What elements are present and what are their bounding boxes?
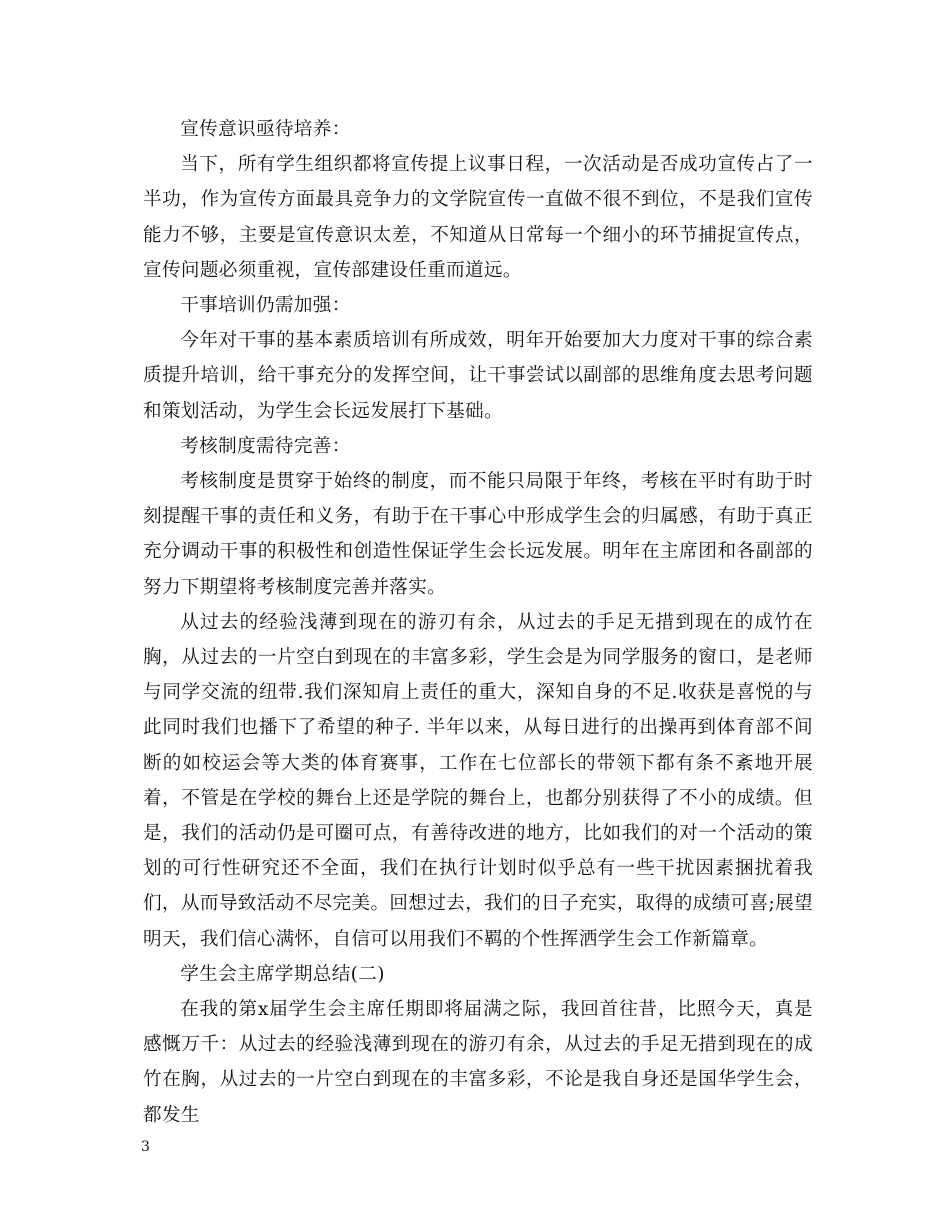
paragraph-review-outlook: 从过去的经验浅薄到现在的游刃有余，从过去的手足无措到现在的成竹在胸，从过去的一片空白到现在的丰富多彩，学生会是为同学服务的窗口，是老师与同学交流的纽带.我们深知肩上责任的重大，深知自身的不足.收获是喜悦的与此同时我们也播下了希望的种子. 半年以来，从每日进行的出操再到体育部不间断的如校运会等大类的体育赛事，工作在七位部长的带领下都有条不紊地开展着，不管是在学校的舞台上还是学院的舞台上，也都分别获得了不小的成绩。但是，我们的活动仍是可圈可点，有善待改进的地方，比如我们的对一个活动的策划的可行性研究还不全面，我们在执行计划时似乎总有一些干扰因素捆扰着我们，从而导致活动不尽完美。回想过去，我们的日子充实，取得的成绩可喜;展望明天，我们信心满怀，自信可以用我们不羁的个性挥洒学生会工作新篇章。 (143, 611, 813, 950)
heading-assessment-system: 考核制度需待完善： (180, 435, 351, 457)
paragraph-staff-training: 今年对干事的基本素质培训有所成效，明年开始要加大力度对干事的综合素质提升培训，给干事充分的发挥空间，让干事尝试以副部的思维角度去思考问题和策划活动，为学生会长远发展打下基础。 (143, 330, 813, 422)
document-body (143, 112, 813, 1133)
paragraph-assessment-system: 考核制度是贯穿于始终的制度，而不能只局限于年终，考核在平时有助于时刻提醒干事的责任和义务，有助于在干事心中形成学生会的归属感，有助于真正充分调动干事的积极性和创造性保证学生会长远发展。明年在主席团和各副部的努力下期望将考核制度完善并落实。 (143, 471, 813, 598)
heading-publicity-awareness: 宣传意识亟待培养： (180, 119, 351, 140)
page-number: 3 (141, 1139, 150, 1155)
heading-president-summary-2: 学生会主席学期总结(二) (180, 963, 385, 985)
heading-staff-training: 干事培训仍需加强： (180, 295, 351, 317)
paragraph-publicity: 当下，所有学生组织都将宣传提上议事日程，一次活动是否成功宣传占了一半功，作为宣传方面最具竞争力的文学院宣传一直做不很不到位，不是我们宣传能力不够，主要是宣传意识太差，不知道从日常每一个细小的环节捕捉宣传点，宣传问题必须重视，宣传部建设任重而道远。 (143, 154, 813, 281)
paragraph-president-summary: 在我的第x届学生会主席任期即将届满之际，我回首往昔，比照今天，真是感慨万千：从过去的经验浅薄到现在的游刃有余，从过去的手足无措到现在的成竹在胸，从过去的一片空白到现在的丰富多彩，不论是我自身还是国华学生会，都发生 (143, 999, 813, 1126)
